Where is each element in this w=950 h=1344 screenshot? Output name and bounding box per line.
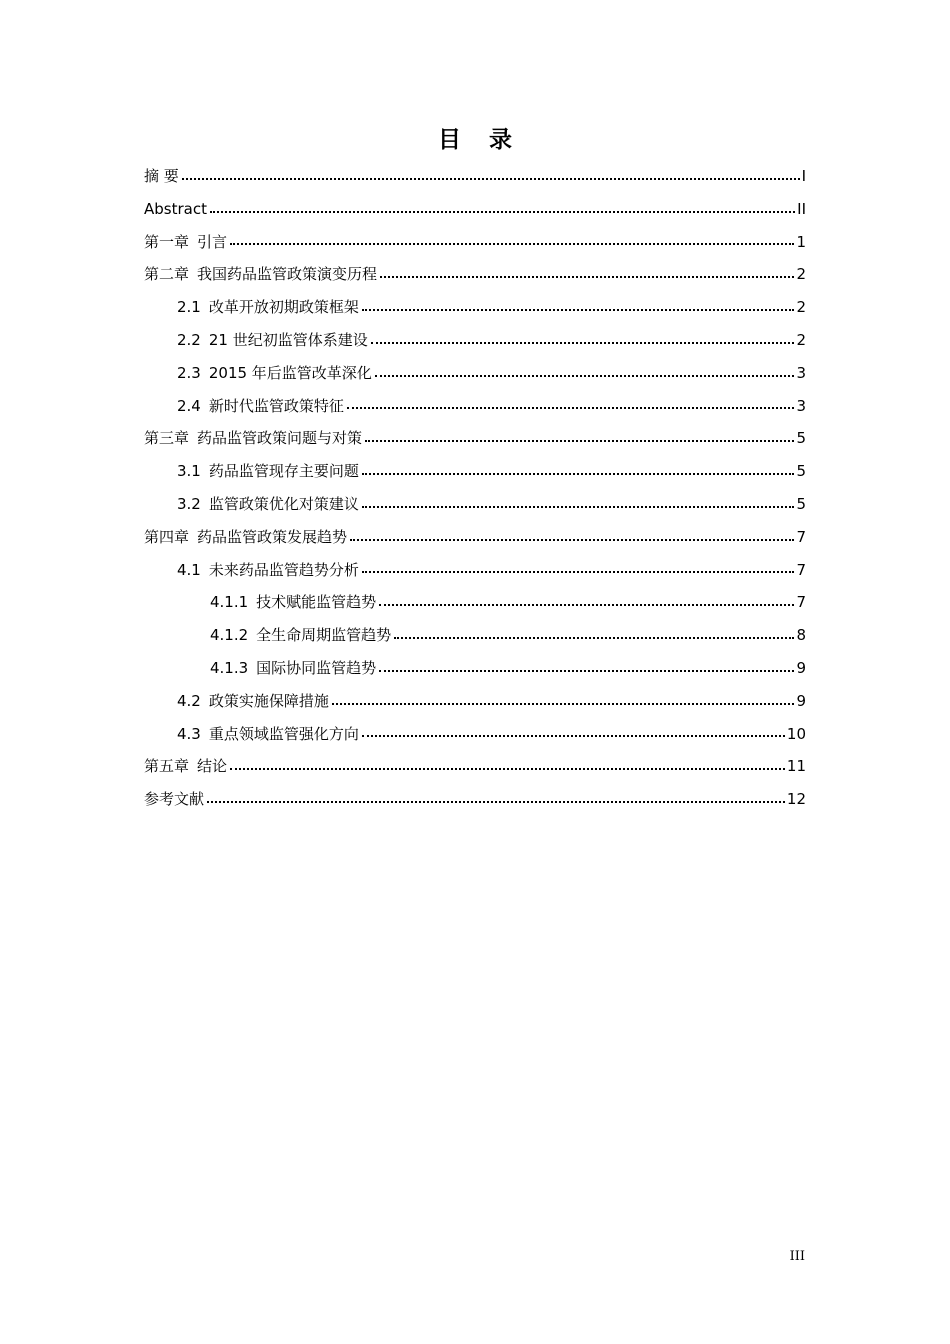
toc-dot-leader bbox=[362, 571, 795, 573]
toc-entry-title: 参考文献 bbox=[144, 790, 205, 809]
toc-dot-leader bbox=[210, 211, 795, 213]
toc-entry[interactable] bbox=[144, 291, 806, 324]
page-number: III bbox=[789, 1249, 805, 1264]
toc-dot-leader bbox=[379, 670, 794, 672]
toc-entry[interactable] bbox=[144, 554, 806, 587]
toc-entry-title: 新时代监管政策特征 bbox=[208, 396, 344, 415]
toc-entry-page: 3 bbox=[796, 396, 806, 415]
toc-entry-number: 第一章 bbox=[144, 232, 190, 251]
toc-entry-title: 引言 bbox=[197, 232, 228, 251]
toc-entry[interactable] bbox=[144, 685, 806, 718]
toc-entry-title: 结论 bbox=[197, 757, 228, 776]
toc-entry-title: 技术赋能监管趋势 bbox=[256, 593, 377, 612]
toc-entry-page: 5 bbox=[796, 494, 806, 513]
toc-entry-number: 4.3 bbox=[177, 724, 201, 743]
toc-dot-leader bbox=[230, 243, 794, 245]
toc-entry-title: 监管政策优化对策建议 bbox=[208, 494, 359, 513]
toc-entry[interactable] bbox=[144, 488, 806, 521]
toc-entry[interactable] bbox=[144, 422, 806, 455]
toc-entry[interactable] bbox=[144, 324, 806, 357]
toc-entry-title: 未来药品监管趋势分析 bbox=[208, 560, 359, 579]
toc-dot-leader bbox=[182, 178, 800, 180]
toc-entry-number: 4.1 bbox=[177, 560, 201, 579]
toc-entry-title: 重点领域监管强化方向 bbox=[208, 724, 359, 743]
toc-entry-number: 第五章 bbox=[144, 757, 190, 776]
toc-entry[interactable] bbox=[144, 390, 806, 423]
toc-entry-page: 7 bbox=[796, 527, 806, 546]
toc-entry-page: 2 bbox=[796, 265, 806, 284]
toc-dot-leader bbox=[365, 440, 794, 442]
toc-dot-leader bbox=[362, 473, 795, 475]
toc-entry[interactable] bbox=[144, 652, 806, 685]
toc-entry[interactable] bbox=[144, 226, 806, 259]
toc-entry-number: 3.2 bbox=[177, 494, 201, 513]
toc-entry-title: 药品监管政策发展趋势 bbox=[197, 527, 348, 546]
toc-dot-leader bbox=[362, 506, 795, 508]
toc-entry-number: 第三章 bbox=[144, 429, 190, 448]
toc-entry-number: 第四章 bbox=[144, 527, 190, 546]
toc-dot-leader bbox=[375, 375, 795, 377]
toc-entry[interactable] bbox=[144, 258, 806, 291]
toc-dot-leader bbox=[371, 342, 795, 344]
toc-entry[interactable] bbox=[144, 193, 806, 226]
toc-entry-title: 药品监管现存主要问题 bbox=[208, 462, 359, 481]
toc-entry-page: 5 bbox=[796, 429, 806, 448]
toc-entry-page: 2 bbox=[796, 298, 806, 317]
toc-entry-page: 7 bbox=[796, 560, 806, 579]
toc-entry-page: II bbox=[797, 199, 806, 218]
toc-entry[interactable] bbox=[144, 750, 806, 783]
toc-dot-leader bbox=[362, 309, 795, 311]
toc-dot-leader bbox=[207, 801, 785, 803]
toc-entry[interactable] bbox=[144, 718, 806, 751]
toc-entry-title: 国际协同监管趋势 bbox=[256, 658, 377, 677]
toc-entry-title: 药品监管政策问题与对策 bbox=[197, 429, 363, 448]
toc-entry-number: 2.4 bbox=[177, 396, 201, 415]
toc-entry[interactable] bbox=[144, 521, 806, 554]
toc-entry-title: 21 世纪初监管体系建设 bbox=[208, 330, 368, 349]
toc-entry-number: 2.1 bbox=[177, 298, 201, 317]
toc-dot-leader bbox=[350, 539, 794, 541]
toc-entry-number: 第二章 bbox=[144, 265, 190, 284]
toc-entry-number: 4.1.2 bbox=[210, 626, 249, 645]
toc-dot-leader bbox=[347, 407, 795, 409]
table-of-contents bbox=[144, 160, 806, 816]
toc-dot-leader bbox=[394, 637, 794, 639]
toc-entry-title: 政策实施保障措施 bbox=[208, 691, 329, 710]
toc-entry-page: 11 bbox=[786, 757, 806, 776]
toc-entry-title: 全生命周期监管趋势 bbox=[256, 626, 392, 645]
toc-entry-number: 2.2 bbox=[177, 330, 201, 349]
toc-entry-page: 3 bbox=[796, 363, 806, 382]
toc-entry-title: 我国药品监管政策演变历程 bbox=[197, 265, 378, 284]
toc-entry-page: 8 bbox=[796, 626, 806, 645]
toc-entry-page: 1 bbox=[796, 232, 806, 251]
toc-entry-page: 10 bbox=[786, 724, 806, 743]
toc-entry-page: 12 bbox=[786, 790, 806, 809]
toc-entry-page: 7 bbox=[796, 593, 806, 612]
toc-entry-page: 5 bbox=[796, 462, 806, 481]
toc-entry-title: 摘 要 bbox=[144, 167, 179, 185]
toc-entry-number: 4.2 bbox=[177, 691, 201, 710]
toc-entry-page: I bbox=[801, 167, 806, 185]
toc-entry-number: 4.1.1 bbox=[210, 593, 249, 612]
toc-entry-title: 2015 年后监管改革深化 bbox=[208, 363, 372, 382]
toc-entry[interactable] bbox=[144, 783, 806, 816]
toc-entry-page: 9 bbox=[796, 691, 806, 710]
toc-entry-number: 2.3 bbox=[177, 363, 201, 382]
toc-dot-leader bbox=[380, 276, 794, 278]
toc-entry[interactable] bbox=[144, 455, 806, 488]
toc-entry[interactable] bbox=[144, 357, 806, 390]
toc-entry[interactable] bbox=[144, 619, 806, 652]
toc-dot-leader bbox=[379, 604, 794, 606]
toc-entry-page: 9 bbox=[796, 658, 806, 677]
toc-dot-leader bbox=[332, 703, 795, 705]
page-title: 目 录 bbox=[437, 127, 522, 153]
toc-entry-title: 改革开放初期政策框架 bbox=[208, 298, 359, 317]
toc-entry[interactable] bbox=[144, 586, 806, 619]
toc-entry-title: Abstract bbox=[144, 199, 207, 218]
toc-entry-number: 3.1 bbox=[177, 462, 201, 481]
toc-entry-page: 2 bbox=[796, 330, 806, 349]
toc-dot-leader bbox=[362, 735, 785, 737]
toc-entry-number: 4.1.3 bbox=[210, 658, 249, 677]
toc-dot-leader bbox=[230, 768, 785, 770]
toc-entry[interactable] bbox=[144, 160, 806, 193]
